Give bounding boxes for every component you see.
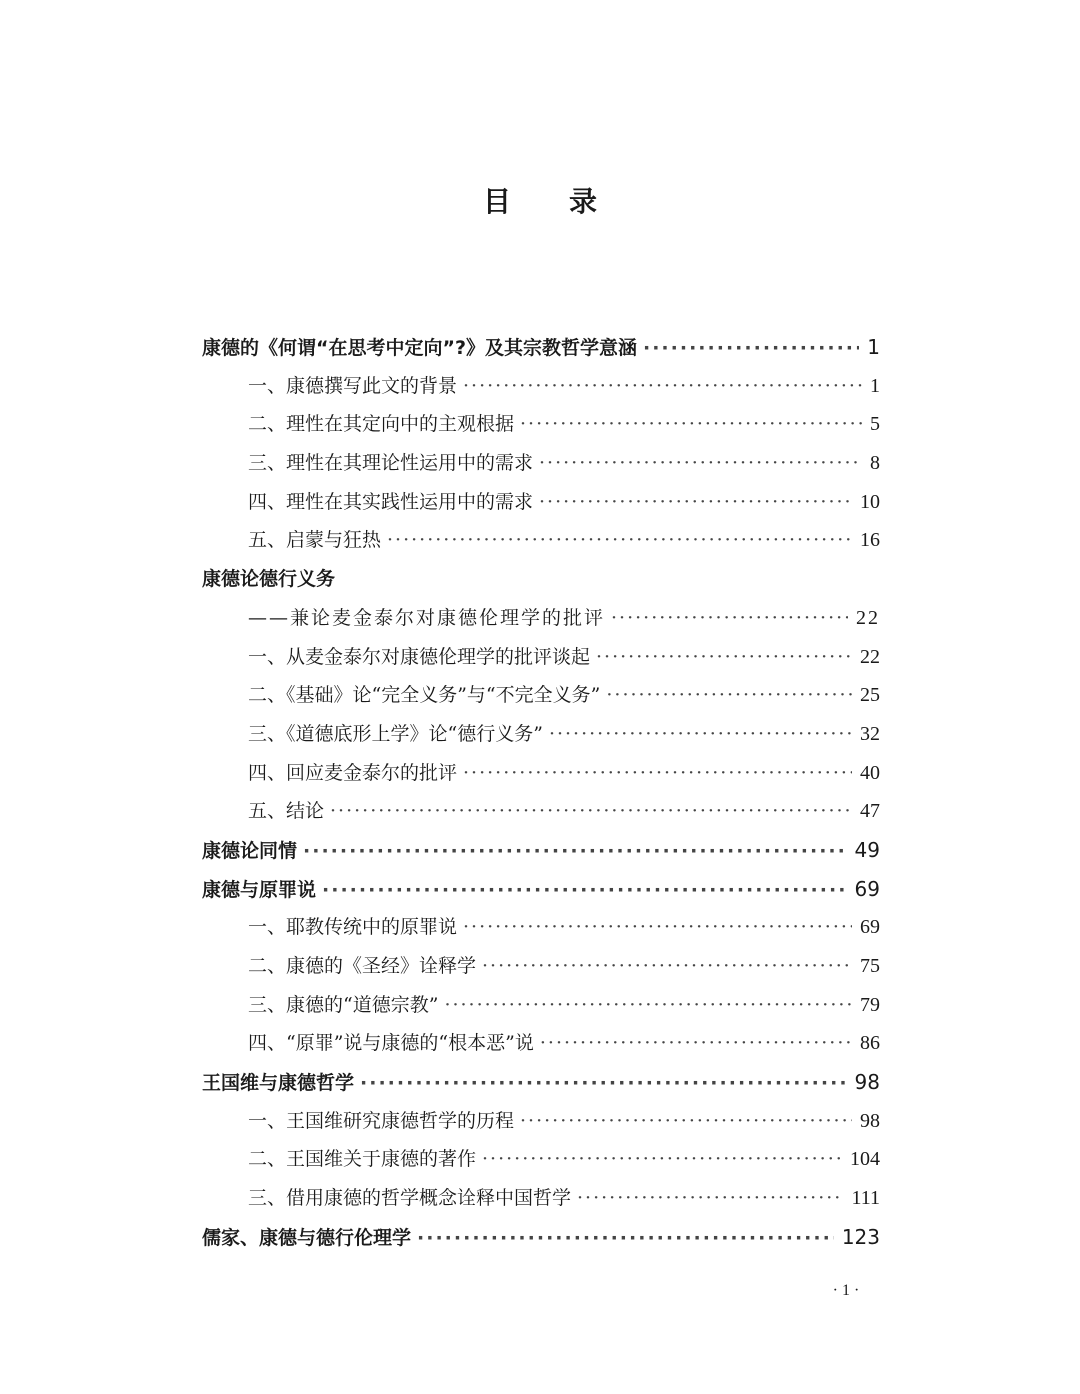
toc-entry-page: 25	[860, 684, 880, 707]
toc-entry-page: 1	[870, 374, 880, 397]
toc-entry-label: 四、理性在其实践性运用中的需求	[248, 490, 534, 513]
toc-dot-leader	[539, 444, 862, 483]
toc-entry	[202, 599, 880, 638]
toc-entry-page: 49	[854, 837, 880, 862]
toc-entry-page: 111	[851, 1187, 880, 1210]
toc-entry-page: 69	[860, 916, 880, 939]
page-number: · 1 ·	[832, 1282, 860, 1299]
toc-dot-leader	[463, 367, 862, 406]
toc-entry-label: 康德论同情	[202, 839, 298, 862]
toc-dot-leader	[520, 405, 862, 444]
toc-dot-leader	[360, 1064, 847, 1103]
toc-entry-label: 四、“原罪”说与康德的“根本恶”说	[248, 1032, 534, 1055]
toc-entry-label: 二、理性在其定向中的主观根据	[248, 413, 515, 436]
toc-dot-leader	[606, 676, 852, 715]
toc-entry-page: 69	[854, 876, 880, 901]
toc-entry-label: 一、王国维研究康德哲学的历程	[248, 1109, 515, 1132]
toc-entry	[202, 560, 880, 599]
toc-dot-leader	[577, 1179, 843, 1218]
toc-entry-label: 二、康德的《圣经》诠释学	[248, 955, 477, 977]
toc-entry-page: 1	[867, 335, 880, 359]
toc-entry-label: 一、从麦金泰尔对康德伦理学的批评谈起	[248, 645, 591, 668]
toc-entry-page: 123	[841, 1224, 880, 1249]
toc-entry-page: 5	[870, 413, 880, 436]
toc-entry	[202, 831, 880, 870]
toc-entry	[202, 638, 880, 677]
toc-dot-leader	[444, 986, 852, 1025]
toc-entry-page: 104	[850, 1148, 880, 1171]
toc-dot-leader	[303, 832, 847, 871]
toc-entry-page: 79	[860, 993, 880, 1016]
toc-entry-page: 22	[856, 606, 880, 629]
toc-entry-page: 98	[854, 1070, 880, 1095]
toc-entry-label: 儒家、康德与德行伦理学	[202, 1226, 412, 1249]
toc-dot-leader	[463, 908, 852, 947]
toc-entry-label: 康德的《何谓“在思考中定向”?》及其宗教哲学意涵	[202, 337, 637, 359]
toc-entry-label: ——兼论麦金泰尔对康德伦理学的批评	[248, 606, 606, 629]
toc-entry-page: 32	[860, 722, 880, 745]
toc-entry-page: 40	[860, 761, 880, 784]
toc-entry-label: 五、启蒙与狂热	[248, 529, 382, 552]
toc-dot-leader	[417, 1219, 834, 1258]
toc-dot-leader	[596, 638, 852, 677]
toc-entry-page: 22	[860, 645, 880, 668]
toc-entry-page: 75	[860, 955, 880, 977]
toc-dot-leader	[549, 715, 852, 754]
toc-entry	[202, 676, 880, 715]
toc-entry-label: 三、借用康德的哲学概念诠释中国哲学	[248, 1187, 572, 1210]
page-title: 目录	[482, 185, 655, 218]
table-of-contents	[202, 328, 880, 1257]
toc-entry	[202, 715, 880, 754]
toc-entry	[202, 328, 880, 367]
toc-entry-label: 一、康德撰写此文的背景	[248, 374, 458, 397]
toc-entry-label: 四、回应麦金泰尔的批评	[248, 761, 458, 784]
toc-entry	[202, 754, 880, 793]
toc-entry	[202, 908, 880, 947]
toc-entry	[202, 792, 880, 831]
toc-entry	[202, 483, 880, 522]
toc-entry-page: 16	[860, 529, 880, 552]
toc-dot-leader	[520, 1102, 852, 1141]
toc-entry	[202, 1063, 880, 1102]
toc-dot-leader	[643, 329, 859, 368]
toc-entry	[202, 1218, 880, 1257]
toc-entry-label: 三、康德的“道德宗教”	[248, 993, 439, 1016]
toc-entry	[202, 405, 880, 444]
toc-entry-label: 五、结论	[248, 800, 325, 823]
toc-entry	[202, 947, 880, 986]
toc-entry-label: 王国维与康德哲学	[202, 1072, 355, 1095]
toc-entry-label: 二、王国维关于康德的著作	[248, 1148, 477, 1171]
toc-dot-leader	[387, 521, 852, 560]
toc-entry-label: 三、理性在其理论性运用中的需求	[248, 452, 534, 475]
toc-dot-leader	[322, 871, 847, 910]
toc-entry	[202, 367, 880, 406]
toc-entry-label: 一、耶教传统中的原罪说	[248, 916, 458, 939]
toc-entry-page: 98	[860, 1109, 880, 1132]
toc-dot-leader	[539, 483, 852, 522]
toc-entry-page: 86	[860, 1032, 880, 1055]
toc-entry	[202, 1102, 880, 1141]
toc-dot-leader	[482, 947, 852, 986]
toc-entry	[202, 1024, 880, 1063]
toc-dot-leader	[611, 599, 848, 638]
toc-entry	[202, 986, 880, 1025]
toc-entry-page: 10	[860, 490, 880, 513]
toc-entry	[202, 521, 880, 560]
toc-entry	[202, 1140, 880, 1179]
toc-entry-page: 8	[870, 452, 880, 475]
toc-entry-label: 三、《道德底形上学》论“德行义务”	[248, 722, 543, 745]
toc-dot-leader	[330, 792, 852, 831]
toc-entry-label: 二、《基础》论“完全义务”与“不完全义务”	[248, 684, 601, 707]
toc-dot-leader	[463, 754, 852, 793]
toc-dot-leader	[482, 1140, 842, 1179]
toc-entry-page: 47	[860, 800, 880, 823]
toc-entry	[202, 1179, 880, 1218]
toc-entry	[202, 444, 880, 483]
toc-entry	[202, 870, 880, 909]
toc-dot-leader	[540, 1024, 852, 1063]
toc-entry-label: 康德论德行义务	[202, 568, 336, 591]
toc-entry-label: 康德与原罪说	[202, 878, 317, 901]
